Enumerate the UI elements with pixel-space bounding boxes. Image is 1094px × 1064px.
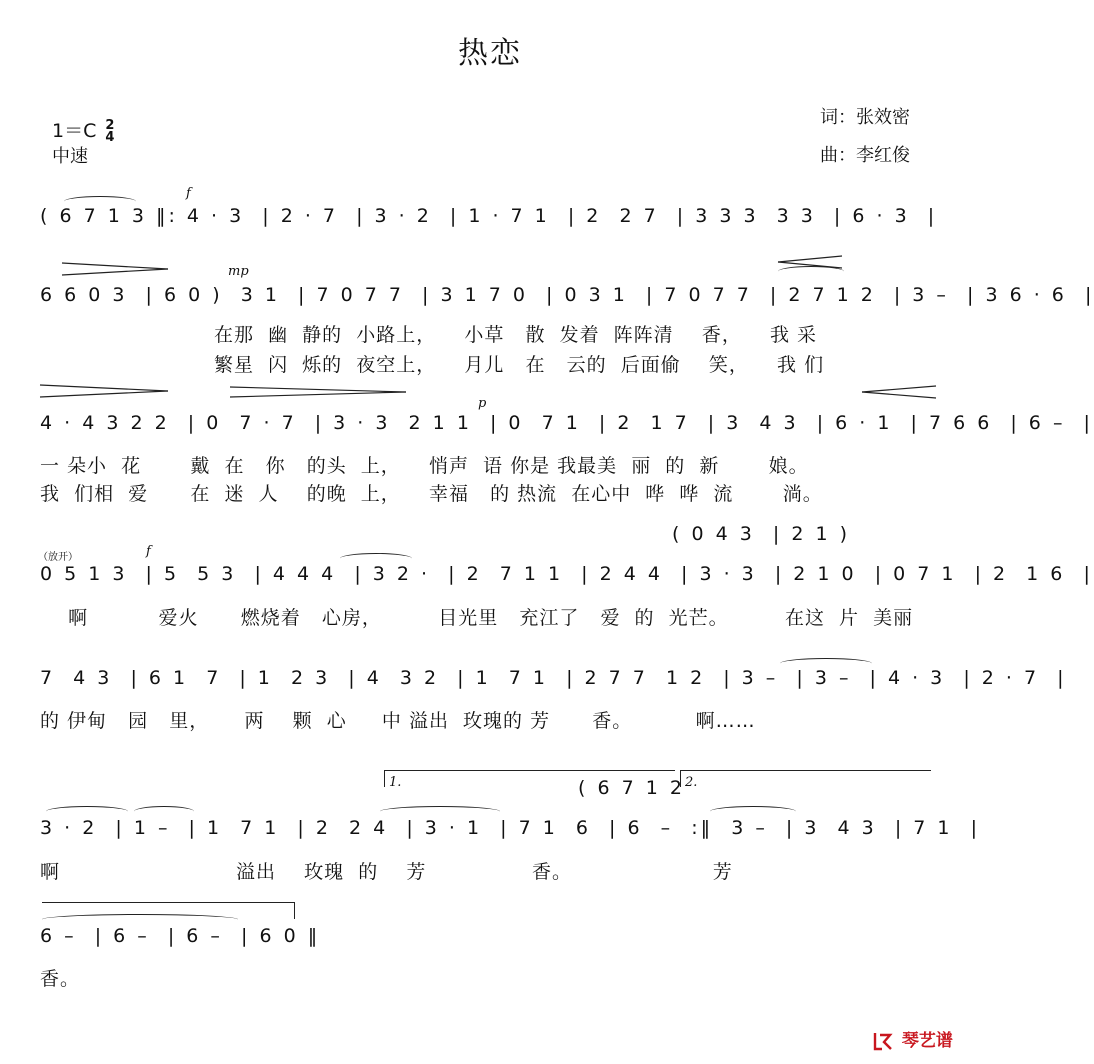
lyrics-line5: 的 伊甸 园 里， 两 颗 心 中 溢出 玫瑰的 芳 香。 啊…… xyxy=(40,710,756,732)
lyrics-verse2-line2: 繁星 闪 烁的 夜空上， 月儿 在 云的 后面偷 笑， 我 们 xyxy=(214,354,825,376)
diminuendo-mark xyxy=(40,384,170,398)
diminuendo-mark xyxy=(230,386,408,398)
score-line-3: 4 · 4 3 2 2 | 0 7 · 7 | 3 · 3 2 1 1 | 0 7 1 | 2 1 7 | 3 4 3 | 6 · 1 | 7 6 6 | 6 – | xyxy=(40,412,1093,434)
score-line-6-interlude: ( 6 7 1 2 xyxy=(578,777,685,799)
dynamic-mezzo-piano: mp xyxy=(228,264,249,279)
lyricist-credit: 词：张效密 xyxy=(820,107,910,128)
score-line-2: 6 6 0 3 | 6 0 ) 3 1 | 7 0 7 7 | 3 1 7 0 | 0 3 1 | 7 0 7 7 | 2 7 1 2 | 3 – | 3 6 · 6 | xyxy=(40,284,1094,306)
lyrics-verse1-line2: 在那 幽 静的 小路上， 小草 散 发着 阵阵清 香， 我 采 xyxy=(214,324,818,346)
key-label: 1＝C xyxy=(52,120,97,142)
lyrics-line7: 香。 xyxy=(40,968,81,990)
score-line-6: 3 · 2 | 1 – | 1 7 1 | 2 2 4 | 3 · 1 | 7 1 6 | 6 – :‖ 3 – | 3 4 3 | 7 1 | xyxy=(40,817,980,839)
tempo-marking: 中速 xyxy=(52,146,88,167)
site-watermark xyxy=(872,1026,953,1052)
time-signature xyxy=(105,117,115,145)
lyrics-verse2-line3: 我 们相 爱 在 迷 人 的晚 上， 幸福 的 热流 在心中 哗 哗 流 淌。 xyxy=(40,483,823,505)
score-line-7: 6 – | 6 – | 6 – | 6 0 ‖ xyxy=(40,925,321,947)
dynamic-forte: f xyxy=(146,544,151,559)
lyrics-verse1-line3: 一 朵小 花 戴 在 你 的头 上， 悄声 语 你是 我最美 丽 的 新 娘。 xyxy=(40,455,809,477)
score-line-4-interlude: ( 0 4 3 | 2 1 ) xyxy=(672,523,850,545)
lyrics-line6: 啊 溢出 玫瑰 的 芳 香。 芳 xyxy=(40,861,733,883)
second-ending-bracket xyxy=(680,770,931,790)
time-signature-bottom: 4 xyxy=(105,129,115,145)
crescendo-mark xyxy=(862,385,938,399)
page-title: 热恋 xyxy=(458,36,522,71)
release-annotation: （放开） xyxy=(38,552,78,563)
diminuendo-mark xyxy=(62,262,170,276)
first-ending-label: 1. xyxy=(389,775,402,790)
watermark-text: 琴艺谱 xyxy=(901,1031,953,1051)
slur xyxy=(778,266,844,277)
qinyipu-logo-icon xyxy=(872,1030,894,1052)
lyrics-line4: 啊 爱火 燃烧着 心房， 目光里 充江了 爱 的 光芒。 在这 片 美丽 xyxy=(40,607,914,629)
time-signature-top: 2 xyxy=(105,117,115,133)
second-ending-label: 2. xyxy=(685,775,698,790)
dynamic-piano: p xyxy=(478,396,487,411)
score-line-1: ( 6 7 1 3 ‖: 4 · 3 | 2 · 7 | 3 · 2 | 1 · 7 1 | 2 2 7 | 3 3 3 3 3 | 6 · 3 | xyxy=(40,205,938,227)
composer-credit: 曲：李红俊 xyxy=(820,145,910,166)
score-line-4: 0 5 1 3 | 5 5 3 | 4 4 4 | 3 2 · | 2 7 1 1 | 2 4 4 | 3 · 3 | 2 1 0 | 0 7 1 | 2 1 6 | xyxy=(40,563,1093,585)
dynamic-forte: f xyxy=(186,186,191,201)
score-line-5: 7 4 3 | 6 1 7 | 1 2 3 | 4 3 2 | 1 7 1 | 2 7 7 1 2 | 3 – | 3 – | 4 · 3 | 2 · 7 | xyxy=(40,667,1067,689)
key-signature xyxy=(52,116,114,144)
